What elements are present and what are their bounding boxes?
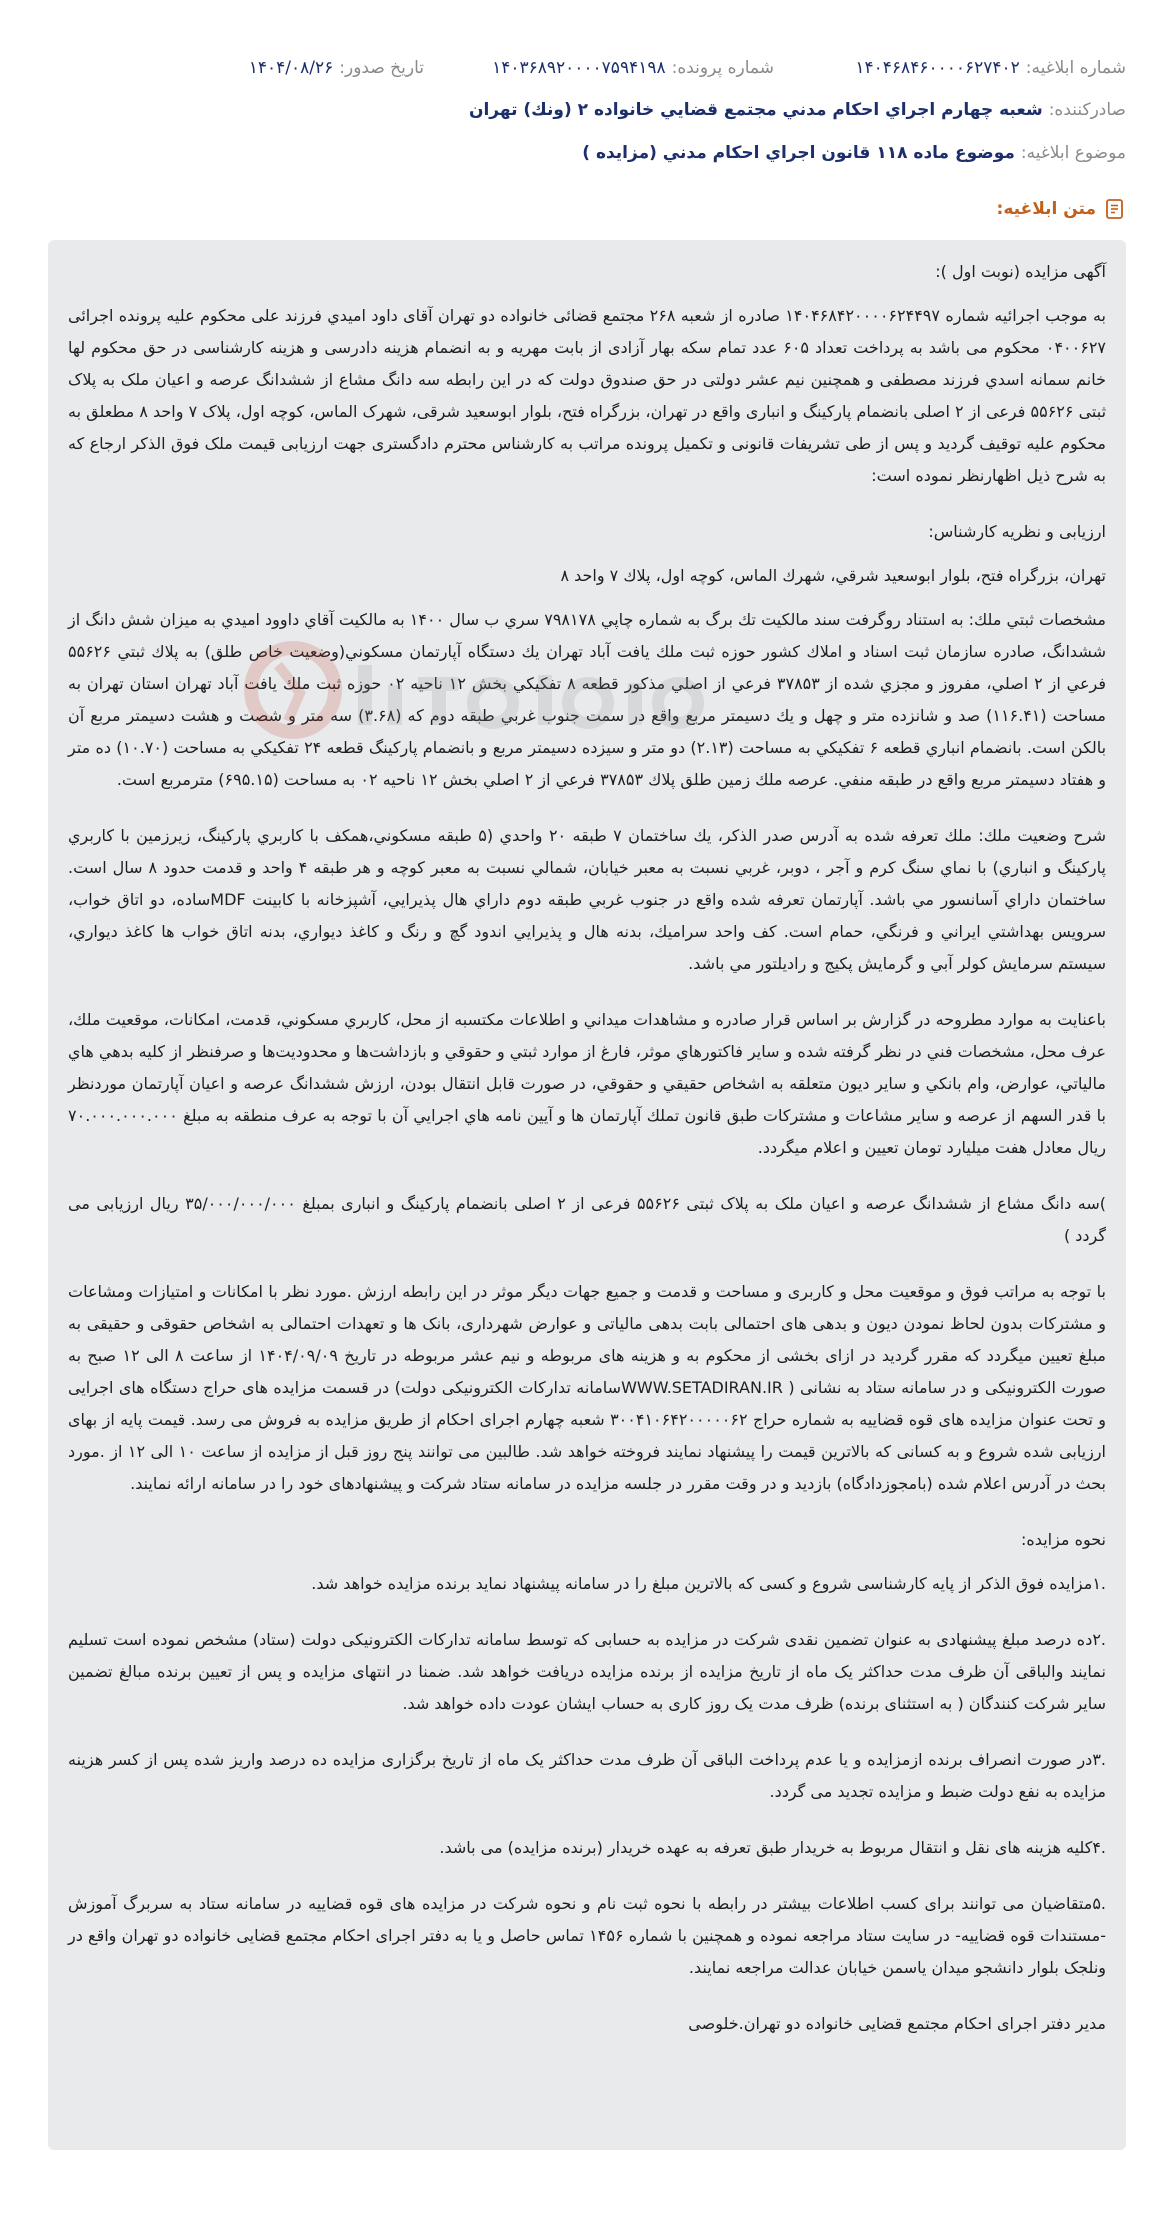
issue-date-label: تاریخ صدور: <box>339 58 424 78</box>
subject-row <box>48 141 1126 165</box>
subject-label: موضوع ابلاغیه: <box>1020 143 1126 163</box>
auction-rule-2: .۲ده درصد مبلغ پیشنهادی به عنوان تضمین نقدی شرکت در مزایده به حسابی که توسط سامانه تدارکات الکترونیکی دولت (ستاد) مشخص نموده است تسلیم نمایند والباقی آن ظرف مدت حداکثر یک ماه از تاریخ مزایده از برنده مزایده دریافت خواهد شد. ضمنا در انتهای مزایده و پس از تعیین برنده مبالغ تضمین سایر شرکت کنندگان ( به استثنای برنده) ظرف مدت یک روز کاری به حساب ایشان عودت داده خواهد شد. <box>68 1630 1106 1713</box>
case-number-value: ۱۴۰۳۶۸۹۲۰۰۰۰۷۵۹۴۱۹۸ <box>492 58 666 78</box>
enforcement-paragraph: به موجب اجرائیه شماره ۱۴۰۴۶۸۴۲۰۰۰۰۶۲۴۴۹۷ صادره از شعبه ۲۶۸ مجتمع قضائی خانواده دو تهران آقای داود امیدي فرزند علی محکوم علیه پرونده اجرائی ۰۴۰۰۶۲۷ محکوم می باشد به پرداخت تعداد ۶۰۵ عدد تمام سکه بهار آزادی از بابت مهریه و به انضمام هزینه دادرسی و هزینه کارشناسی در حق محکوم لها خانم سمانه اسدي فرزند مصطفی و همچنین نیم عشر دولتی در حق صندوق دولت که در این رابطه سه دانگ مشاع از ششدانگ عرصه و اعیان ملک به پلاک ثبتی ۵۵۶۲۶ فرعی از ۲ اصلی بانضمام پارکینگ و انباری واقع در تهران، بزرگراه فتح، بلوار ابوسعید شرقی، شهرک الماس، کوچه اول، پلاک ۷ واحد ۸ مطعلق به محکوم علیه توقیف گردید و پس از طی تشریفات قانونی و تکمیل پرونده مراتب به کارشناس محترم دادگستری جهت ارزیابی قیمت ملک فوق الذکر ارجاع که به شرح ذیل اظهارنظر نموده است: <box>68 306 1107 485</box>
issuer-label: صادرکننده: <box>1048 100 1126 120</box>
issue-date <box>249 56 424 80</box>
expert-opinion-heading: ارزیابی و نظریه کارشناس: <box>928 522 1106 541</box>
notice-number-value: ۱۴۰۴۶۸۴۶۰۰۰۰۶۲۷۴۰۲ <box>855 58 1020 78</box>
notice-number <box>855 56 1126 80</box>
case-number-label: شماره پرونده: <box>671 58 774 78</box>
signature-line: مدیر دفتر اجرای احکام مجتمع قضایی خانواده دو تهران.خلوصی <box>688 2014 1106 2033</box>
registration-details-paragraph: مشخصات ثبتي ملك: به استناد روگرفت سند مالكيت تك برگ به شماره چاپي ۷۹۸۱۷۸ سري ب سال ۱۴۰۰ به مالكيت آقاي داوود اميدي به ميزان شش دانگ از ششدانگ، صادره سازمان ثبت اسناد و املاك كشور حوزه ثبت ملك يافت آباد تهران يك دستگاه آپارتمان مسكوني(وضعيت خاص طلق) به پلاك ثبتي ۵۵۶۲۶ فرعي از ۲ اصلي، مفروز و مجزي شده از ۳۷۸۵۳ فرعي از اصلي مذكور قطعه ۸ تفكيكي بخش ۱۲ ناحيه ۰۲ حوزه ثبت ملك يافت آباد تهران استان تهران به مساحت (۱۱۶.۴۱) صد و شانزده متر و چهل و يك دسيمتر مربع واقع در سمت جنوب غربي طبقه دوم كه (۳.۶۸) سه متر و شصت و هشت دسيمتر مربع آن بالكن است. بانضمام انباري قطعه ۶ تفكيكي به مساحت (۲.۱۳) دو متر و سيزده دسيمتر مربع و بانضمام پاركينگ قطعه ۲۴ تفكيكي به مساحت (۱۰.۷۰) ده متر و هفتاد دسيمتر مربع واقع در طبقه منفي. عرصه ملك زمين طلق پلاك ۳۷۸۵۳ فرعي از ۲ اصلي بخش ۱۲ ناحيه ۰۲ به مساحت (۶۹۵.۱۵) مترمربع است. <box>68 610 1107 789</box>
issue-date-value: ۱۴۰۴/۰۸/۲۶ <box>248 58 334 78</box>
auction-rule-5: .۵متقاضیان می توانند برای کسب اطلاعات بیشتر در رابطه با نحوه ثبت نام و نحوه شرکت در مزایده های قوه قضاییه در سامانه ستاد به سربرگ آموزش -مستندات قوه قضاییه- در سایت ستاد مراجعه نموده و همچنین با شماره ۱۴۵۶ تماس حاصل و یا به دفتر اجرای احکام مجتمع قضایی خانواده دو تهران واقع در ونلجک بلوار دانشجو میدان یاسمن خیابان عدالت مراجعه نمایند. <box>68 1894 1106 1977</box>
property-address: تهران، بزرگراه فتح، بلوار ابوسعيد شرقي، شهرك الماس، كوچه اول، پلاك ۷ واحد ۸ <box>560 566 1106 585</box>
property-condition-paragraph: شرح وضعيت ملك: ملك تعرفه شده به آدرس صدر الذكر، يك ساختمان ۷ طبقه ۲۰ واحدي (۵ طبقه مسكوني،همكف با كاربري پاركينگ، زيرزمين با كاربري پاركينگ و انباري) با نماي سنگ كرم و آجر ، دوبر، غربي نسبت به معبر خيابان، شمالي نسبت به معبر كوچه و هر طبقه ۴ واحد و قدمت حدود ۸ سال است. ساختمان داراي آسانسور مي باشد. آپارتمان تعرفه شده واقع در جنوب غربي طبقه دوم داراي هال پذيرايي، آشپزخانه با كابينت MDFساده، دو اتاق خواب، سرويس بهداشتي ايراني و فرنگي، حمام است. كف واحد سراميك، بدنه هال و پذيرايي اندود گچ و رنگ و كاغذ ديواري، بدنه اتاق خواب ها كاغذ ديواري، سيستم سرمايش كولر آبي و گرمايش پكيج و راديلتور مي باشد. <box>68 826 1107 973</box>
case-number <box>492 56 774 80</box>
notice-text-heading-label: متن ابلاغیه: <box>996 199 1096 219</box>
valuation-paragraph: باعنايت به موارد مطروحه در گزارش بر اساس قرار صادره و مشاهدات ميداني و اطلاعات مكتسبه از محل، كاربري مسكوني، قدمت، امكانات، موقعيت ملك، عرف محل، مشخصات فني در نظر گرفته شده و ساير فاكتورهاي موثر، فارغ از موارد ثبتي و حقوقي و بازداشت‌ها و محدوديت‌ها و صرفنظر از كليه بدهي هاي مالياتي، عوارض، وام بانكي و ساير ديون متعلقه به اشخاص حقيقي و حقوقي، در صورت قابل انتقال بودن، ارزش ششدانگ عرصه و اعيان آپارتمان موردنظر با قدر السهم از عرصه و ساير مشاعات و مشتركات طبق قانون تملك آپارتمان ها و آيين نامه هاي اجرايي آن با توجه به عرف منطقه به مبلغ ۷۰.۰۰۰.۰۰۰.۰۰۰ ريال معادل هفت ميليارد تومان تعيين و اعلام ميگردد. <box>68 1010 1106 1157</box>
notice-body-card <box>48 240 1126 2150</box>
auction-rule-4: .۴کلیه هزینه های نقل و انتقال مربوط به خریدار طبق تعرفه به عهده خریدار (برنده مزایده) می باشد. <box>439 1838 1106 1857</box>
issuer-row <box>48 98 1126 122</box>
share-valuation-paragraph: )سه دانگ مشاع از ششدانگ عرصه و اعیان ملک به پلاک ثبتی ۵۵۶۲۶ فرعی از ۲ اصلی بانضمام پارکینگ و انباری بمبلغ ۳۵/۰۰۰/۰۰۰/۰۰۰ ریال ارزیابی می گردد ) <box>68 1194 1107 1245</box>
subject-value: موضوع ماده ۱۱۸ قانون اجراي احكام مدني (مزايده ) <box>582 143 1015 163</box>
auction-notice-title: آگهی مزایده (نوبت اول ): <box>935 262 1106 281</box>
auction-terms-paragraph: با توجه به مراتب فوق و موقعیت محل و کاربری و مساحت و قدمت و جمیع جهات دیگر موثر در این رابطه ارزش .مورد نظر با امکانات و امتیازات ومشاعات و مشترکات بدون لحاظ نمودن دیون و بدهی های احتمالی بابت بدهی مالیاتی و عوارض شهرداری، بانک ها و تعهدات احتمالی به اشخاص حقوقی و حقیقی به مبلغ تعیین میگردد که مقرر گردید در ازای بخشی از محکوم به و هزینه های مربوطه و نیم عشر مربوطه در تاریخ ۱۴۰۴/۰۹/۰۹ از ساعت ۸ الی ۱۲ صبح به صورت الکترونیکی و در سامانه ستاد به نشانی ( WWW.SETADIRAN.IRسامانه تدارکات الکترونیکی دولت) در قسمت مزایده های حراج دستگاه های اجرایی و تحت عنوان مزایده های قوه قضاییه به شماره حراج ۳۰۰۴۱۰۶۴۲۰۰۰۰۰۶۲ شعبه چهارم اجرای احکام از طریق مزایده به فروش می رسد. قیمت پایه از بهای ارزیابی شده شروع و به کسانی که بالاترین قیمت را پیشنهاد نمایند فروخته خواهد شد. طالبین می توانند پنج روز قبل از مزایده از ساعت ۱۰ الی ۱۲ از .مورد بحث در آدرس اعلام شده (بامجوزدادگاه) بازدید و در وقت مقرر در جلسه مزایده در سامانه ستاد شرکت و پیشنهادهای خود را در سامانه ارائه نمایند. <box>68 1282 1107 1493</box>
notice-text-heading <box>997 198 1126 220</box>
notice-number-label: شماره ابلاغیه: <box>1025 58 1126 78</box>
issuer-value: شعبه چهارم اجراي احكام مدني مجتمع قضايي خانواده ۲ (ونك) تهران <box>468 100 1043 120</box>
auction-rule-3: .۳در صورت انصراف برنده ازمزایده و یا عدم پرداخت الباقی آن ظرف مدت حداکثر یک ماه از تاریخ برگزاری مزایده ده درصد واریز شده پس از کسر هزینه مزایده به نفع دولت ضبط و مزایده تجدید می گردد. <box>68 1750 1106 1801</box>
auction-rule-1: .۱مزایده فوق الذکر از پایه کارشناسی شروع و کسی که بالاترین مبلغ را در سامانه پیشنهاد نماید برنده مزایده خواهد شد. <box>311 1574 1106 1593</box>
document-icon <box>1104 198 1126 220</box>
auction-method-heading: نحوه مزایده: <box>1021 1530 1106 1549</box>
